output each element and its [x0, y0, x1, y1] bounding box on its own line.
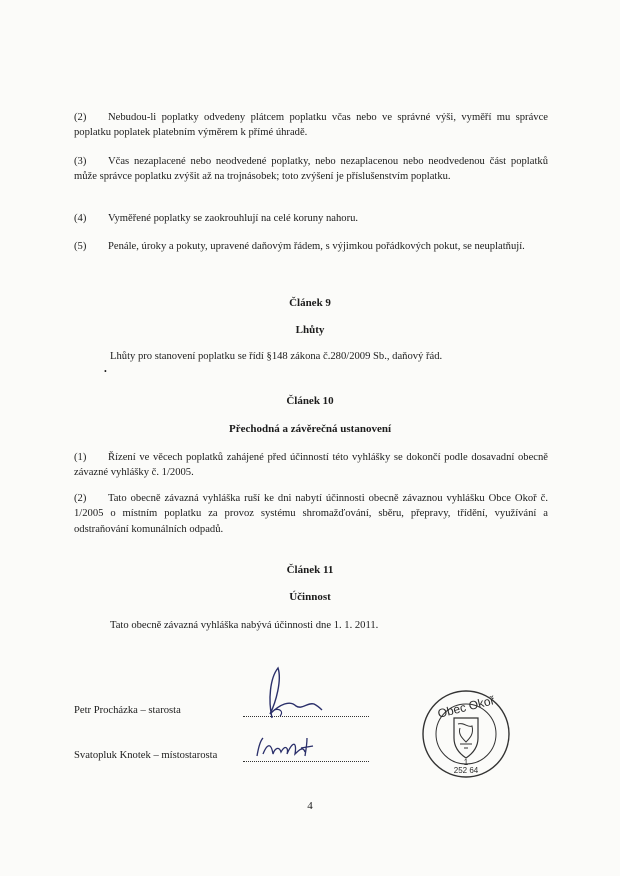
page-number: 4 — [307, 800, 313, 812]
paragraph-text: Penále, úroky a pokuty, upravené daňovým řádem, s výjimkou pořádkových pokut, se neuplatňují. — [108, 241, 525, 252]
article-9-text: Lhůty pro stanovení poplatku se řídí §148 zákona č.280/2009 Sb., daňový řád. — [110, 351, 443, 362]
coat-of-arms-icon — [454, 718, 478, 758]
paragraph-text: Nebudou-li poplatky odvedeny plátcem poplatku včas nebo ve správné výši, vyměří mu správce poplatku poplatek platebním výměrem k přímé úhradě. — [74, 112, 548, 139]
paragraph-2 — [74, 110, 548, 141]
article-11-title: Účinnost — [289, 591, 331, 603]
paragraph-number: (2) — [74, 112, 87, 123]
paragraph-3 — [74, 154, 548, 185]
paragraph-text: Vyměřené poplatky se zaokrouhlují na celé koruny nahoru. — [108, 213, 359, 224]
stamp-postcode: 252 64 — [453, 766, 479, 775]
article-10-title: Přechodná a závěrečná ustanovení — [228, 423, 392, 435]
paragraph-number: (5) — [74, 241, 87, 252]
article-9-title: Lhůty — [295, 324, 325, 336]
article-10-heading: Článek 10 — [286, 395, 334, 407]
stamp-number: 1 — [463, 758, 469, 767]
deputy-signature-label: Svatopluk Knotek – místostarosta — [74, 750, 218, 761]
article-11-text: Tato obecně závazná vyhláška nabývá účinnosti dne 1. 1. 2011. — [110, 620, 379, 631]
paragraph-number: (4) — [74, 213, 87, 224]
stamp-name: Obec Okoř — [436, 693, 496, 721]
paragraph-text: Včas nezaplacené nebo neodvedené poplatky, nebo nezaplacenou nebo neodvedenou část poplatků může správce poplatku zvýšit až na trojnásobek; toto zvýšení je příslušenstvím poplatku. — [74, 156, 548, 183]
paragraph-number: (3) — [74, 156, 87, 167]
paragraph-text: Řízení ve věcech poplatků zahájené před účinností této vyhlášky se dokončí podle dosavadní obecně závazné vyhlášky č. 1/2005. — [74, 452, 548, 479]
article-11-heading: Článek 11 — [286, 564, 334, 576]
paragraph-5 — [74, 239, 548, 254]
article-9-heading: Článek 9 — [289, 297, 331, 309]
deputy-signature — [253, 734, 333, 764]
mayor-signature-label: Petr Procházka – starosta — [74, 705, 181, 716]
paragraph-number: (2) — [74, 493, 87, 504]
paragraph-4 — [74, 211, 548, 226]
paragraph-number: (1) — [74, 452, 87, 463]
article-10-paragraph-1 — [74, 450, 548, 481]
paragraph-text: Tato obecně závazná vyhláška ruší ke dni nabytí účinnosti obecně závaznou vyhlášku Obce Okoř č. 1/2005 o místním poplatku za provoz systému shromažďování, sběru, přepravy, třídění, využívání a odstraňování komunálních odpadů. — [74, 493, 548, 535]
mayor-signature — [250, 660, 330, 722]
article-10-paragraph-2 — [74, 491, 548, 537]
official-stamp — [420, 688, 512, 780]
stray-dot: • — [104, 367, 107, 376]
